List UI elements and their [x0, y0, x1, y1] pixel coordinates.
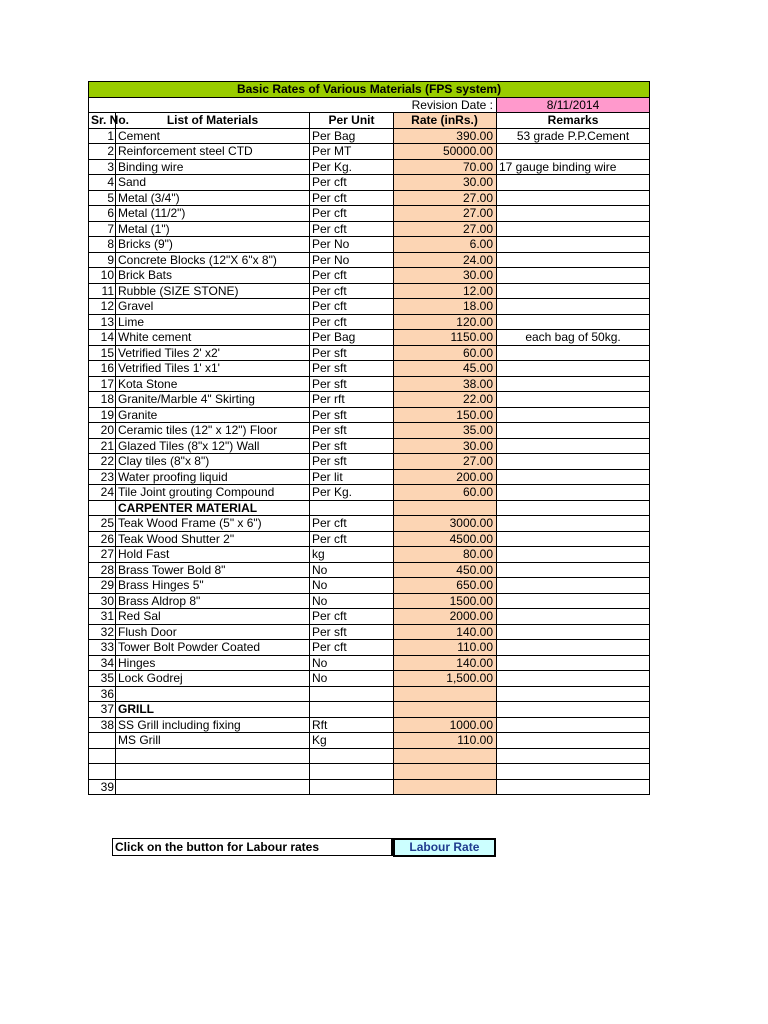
- row-rate[interactable]: 30.00: [394, 175, 497, 191]
- row-sr-no[interactable]: 29: [89, 578, 116, 594]
- row-material[interactable]: Granite/Marble 4" Skirting: [116, 392, 310, 408]
- materials-sheet: [88, 81, 649, 795]
- row-sr-no[interactable]: 26: [89, 531, 116, 547]
- row-material[interactable]: Rubble (SIZE STONE): [116, 283, 310, 299]
- row-unit[interactable]: [310, 702, 394, 718]
- row-unit[interactable]: Per cft: [310, 640, 394, 656]
- row-rate[interactable]: 450.00: [394, 562, 497, 578]
- row-material[interactable]: GRILL: [116, 702, 310, 718]
- row-rate[interactable]: 24.00: [394, 252, 497, 268]
- row-rate[interactable]: 4500.00: [394, 531, 497, 547]
- row-sr-no[interactable]: 5: [89, 190, 116, 206]
- row-remarks[interactable]: [497, 485, 650, 501]
- row-material[interactable]: Glazed Tiles (8"x 12") Wall: [116, 438, 310, 454]
- row-unit[interactable]: Rft: [310, 717, 394, 733]
- row-remarks[interactable]: each bag of 50kg.: [497, 330, 650, 346]
- table-row: [89, 175, 650, 191]
- row-rate[interactable]: 110.00: [394, 733, 497, 749]
- labour-rate-button[interactable]: Labour Rate: [393, 838, 496, 857]
- row-remarks[interactable]: 53 grade P.P.Cement: [497, 128, 650, 144]
- row-rate[interactable]: 6.00: [394, 237, 497, 253]
- row-remarks[interactable]: [497, 252, 650, 268]
- table-row: [89, 361, 650, 377]
- row-unit[interactable]: Per cft: [310, 314, 394, 330]
- row-remarks[interactable]: [497, 283, 650, 299]
- row-remarks[interactable]: [497, 376, 650, 392]
- table-row: [89, 268, 650, 284]
- row-unit[interactable]: Per Bag: [310, 128, 394, 144]
- row-rate[interactable]: 140.00: [394, 655, 497, 671]
- table-row: [89, 330, 650, 346]
- row-rate[interactable]: [394, 686, 497, 702]
- row-remarks[interactable]: [497, 221, 650, 237]
- table-row: [89, 314, 650, 330]
- row-remarks[interactable]: [497, 175, 650, 191]
- row-unit[interactable]: Per Kg.: [310, 485, 394, 501]
- row-unit[interactable]: [310, 779, 394, 795]
- row-rate[interactable]: 30.00: [394, 438, 497, 454]
- row-sr-no[interactable]: 36: [89, 686, 116, 702]
- row-sr-no[interactable]: 17: [89, 376, 116, 392]
- row-material[interactable]: Kota Stone: [116, 376, 310, 392]
- row-material[interactable]: Tile Joint grouting Compound: [116, 485, 310, 501]
- row-unit[interactable]: Per sft: [310, 407, 394, 423]
- row-remarks[interactable]: [497, 423, 650, 439]
- row-unit[interactable]: Per cft: [310, 609, 394, 625]
- row-sr-no[interactable]: [89, 500, 116, 516]
- row-unit[interactable]: Per sft: [310, 345, 394, 361]
- row-sr-no[interactable]: [89, 764, 116, 780]
- table-row: [89, 454, 650, 470]
- row-material[interactable]: Water proofing liquid: [116, 469, 310, 485]
- row-sr-no[interactable]: 21: [89, 438, 116, 454]
- row-material[interactable]: Teak Wood Frame (5" x 6"): [116, 516, 310, 532]
- row-remarks[interactable]: [497, 144, 650, 160]
- row-unit[interactable]: Per sft: [310, 624, 394, 640]
- header-sr-no: Sr. No.: [89, 113, 116, 129]
- row-rate[interactable]: 60.00: [394, 345, 497, 361]
- row-rate[interactable]: 150.00: [394, 407, 497, 423]
- row-rate[interactable]: 1150.00: [394, 330, 497, 346]
- revision-date[interactable]: 8/11/2014: [497, 97, 650, 113]
- row-rate[interactable]: 80.00: [394, 547, 497, 563]
- table-row: [89, 562, 650, 578]
- row-unit[interactable]: Per sft: [310, 454, 394, 470]
- row-unit[interactable]: Per sft: [310, 438, 394, 454]
- row-unit[interactable]: No: [310, 562, 394, 578]
- row-rate[interactable]: [394, 702, 497, 718]
- row-material[interactable]: Vetrified Tiles 1' x1': [116, 361, 310, 377]
- row-unit[interactable]: Per cft: [310, 206, 394, 222]
- row-remarks[interactable]: [497, 469, 650, 485]
- row-sr-no[interactable]: 33: [89, 640, 116, 656]
- row-sr-no[interactable]: 14: [89, 330, 116, 346]
- row-rate[interactable]: [394, 500, 497, 516]
- row-rate[interactable]: 140.00: [394, 624, 497, 640]
- row-sr-no[interactable]: 15: [89, 345, 116, 361]
- row-remarks[interactable]: [497, 686, 650, 702]
- row-remarks[interactable]: [497, 237, 650, 253]
- row-rate[interactable]: 27.00: [394, 221, 497, 237]
- table-row: [89, 764, 650, 780]
- row-sr-no[interactable]: 16: [89, 361, 116, 377]
- row-rate[interactable]: 18.00: [394, 299, 497, 315]
- table-row: [89, 686, 650, 702]
- header-row: [89, 113, 650, 129]
- row-rate[interactable]: 110.00: [394, 640, 497, 656]
- row-unit[interactable]: Per cft: [310, 516, 394, 532]
- row-unit[interactable]: Per Bag: [310, 330, 394, 346]
- row-unit[interactable]: No: [310, 578, 394, 594]
- revision-label: Revision Date :: [89, 97, 497, 113]
- row-unit[interactable]: Per cft: [310, 175, 394, 191]
- row-remarks[interactable]: [497, 438, 650, 454]
- row-sr-no[interactable]: 34: [89, 655, 116, 671]
- row-rate[interactable]: 3000.00: [394, 516, 497, 532]
- row-unit[interactable]: No: [310, 671, 394, 687]
- row-unit[interactable]: No: [310, 655, 394, 671]
- row-material[interactable]: Lime: [116, 314, 310, 330]
- row-material[interactable]: Brass Tower Bold 8": [116, 562, 310, 578]
- row-sr-no[interactable]: 12: [89, 299, 116, 315]
- row-unit[interactable]: Per sft: [310, 423, 394, 439]
- row-sr-no[interactable]: 13: [89, 314, 116, 330]
- table-row: [89, 190, 650, 206]
- header-unit: Per Unit: [310, 113, 394, 129]
- row-sr-no[interactable]: 11: [89, 283, 116, 299]
- row-rate[interactable]: 22.00: [394, 392, 497, 408]
- row-material[interactable]: White cement: [116, 330, 310, 346]
- row-material[interactable]: Flush Door: [116, 624, 310, 640]
- table-row: [89, 128, 650, 144]
- row-remarks[interactable]: [497, 407, 650, 423]
- table-row: [89, 593, 650, 609]
- row-remarks[interactable]: [497, 717, 650, 733]
- row-unit[interactable]: No: [310, 593, 394, 609]
- row-remarks[interactable]: [497, 671, 650, 687]
- row-remarks[interactable]: [497, 314, 650, 330]
- table-row: [89, 609, 650, 625]
- table-row: [89, 221, 650, 237]
- row-sr-no[interactable]: 31: [89, 609, 116, 625]
- table-row: [89, 655, 650, 671]
- table-row: [89, 392, 650, 408]
- table-row: [89, 469, 650, 485]
- row-unit[interactable]: [310, 686, 394, 702]
- row-rate[interactable]: [394, 764, 497, 780]
- row-material[interactable]: Red Sal: [116, 609, 310, 625]
- table-row: [89, 547, 650, 563]
- row-material[interactable]: Gravel: [116, 299, 310, 315]
- row-material[interactable]: [116, 748, 310, 764]
- row-remarks[interactable]: [497, 764, 650, 780]
- table-row: [89, 733, 650, 749]
- table-row: [89, 779, 650, 795]
- sheet-title: Basic Rates of Various Materials (FPS system): [89, 82, 650, 98]
- row-material[interactable]: Vetrified Tiles 2' x2': [116, 345, 310, 361]
- row-remarks[interactable]: [497, 748, 650, 764]
- table-row: [89, 376, 650, 392]
- row-unit[interactable]: Per cft: [310, 221, 394, 237]
- row-rate[interactable]: 50000.00: [394, 144, 497, 160]
- row-material[interactable]: Brass Hinges 5": [116, 578, 310, 594]
- row-remarks[interactable]: [497, 500, 650, 516]
- row-rate[interactable]: 120.00: [394, 314, 497, 330]
- row-material[interactable]: [116, 686, 310, 702]
- row-rate[interactable]: 1000.00: [394, 717, 497, 733]
- row-remarks[interactable]: [497, 392, 650, 408]
- row-remarks[interactable]: 17 gauge binding wire: [497, 159, 650, 175]
- row-rate[interactable]: 45.00: [394, 361, 497, 377]
- table-row: [89, 578, 650, 594]
- table-row: [89, 159, 650, 175]
- row-sr-no[interactable]: 24: [89, 485, 116, 501]
- row-sr-no[interactable]: 39: [89, 779, 116, 795]
- row-rate[interactable]: 27.00: [394, 190, 497, 206]
- row-sr-no[interactable]: 38: [89, 717, 116, 733]
- row-unit[interactable]: [310, 748, 394, 764]
- row-sr-no[interactable]: 25: [89, 516, 116, 532]
- table-row: [89, 283, 650, 299]
- row-sr-no[interactable]: 37: [89, 702, 116, 718]
- row-sr-no[interactable]: [89, 733, 116, 749]
- row-material[interactable]: Tower Bolt Powder Coated: [116, 640, 310, 656]
- row-remarks[interactable]: [497, 531, 650, 547]
- row-remarks[interactable]: [497, 779, 650, 795]
- table-row: [89, 748, 650, 764]
- table-row: [89, 717, 650, 733]
- table-row: [89, 671, 650, 687]
- row-sr-no[interactable]: 19: [89, 407, 116, 423]
- row-rate[interactable]: 12.00: [394, 283, 497, 299]
- table-row: [89, 345, 650, 361]
- row-unit[interactable]: Per No: [310, 252, 394, 268]
- row-remarks[interactable]: [497, 733, 650, 749]
- table-row: [89, 423, 650, 439]
- table-row: [89, 252, 650, 268]
- row-sr-no[interactable]: 8: [89, 237, 116, 253]
- revision-row: [89, 97, 650, 113]
- row-sr-no[interactable]: 7: [89, 221, 116, 237]
- row-unit[interactable]: Per lit: [310, 469, 394, 485]
- table-row: [89, 516, 650, 532]
- row-unit[interactable]: Kg: [310, 733, 394, 749]
- footer-bar: [112, 838, 496, 856]
- row-rate[interactable]: 1,500.00: [394, 671, 497, 687]
- table-row: [89, 640, 650, 656]
- row-remarks[interactable]: [497, 593, 650, 609]
- row-rate[interactable]: 30.00: [394, 268, 497, 284]
- row-unit[interactable]: Per sft: [310, 376, 394, 392]
- row-unit[interactable]: [310, 500, 394, 516]
- row-material[interactable]: Ceramic tiles (12" x 12") Floor: [116, 423, 310, 439]
- header-material: List of Materials: [116, 113, 310, 129]
- row-material[interactable]: Brick Bats: [116, 268, 310, 284]
- row-sr-no[interactable]: 6: [89, 206, 116, 222]
- row-sr-no[interactable]: 22: [89, 454, 116, 470]
- row-sr-no[interactable]: 10: [89, 268, 116, 284]
- row-rate[interactable]: [394, 779, 497, 795]
- row-sr-no[interactable]: 20: [89, 423, 116, 439]
- row-material[interactable]: Sand: [116, 175, 310, 191]
- row-unit[interactable]: Per rft: [310, 392, 394, 408]
- row-sr-no[interactable]: 23: [89, 469, 116, 485]
- row-remarks[interactable]: [497, 299, 650, 315]
- row-unit[interactable]: Per cft: [310, 283, 394, 299]
- row-remarks[interactable]: [497, 640, 650, 656]
- header-rate: Rate (inRs.): [394, 113, 497, 129]
- row-unit[interactable]: Per cft: [310, 299, 394, 315]
- row-unit[interactable]: Per cft: [310, 531, 394, 547]
- row-remarks[interactable]: [497, 516, 650, 532]
- row-sr-no[interactable]: [89, 748, 116, 764]
- row-rate[interactable]: 200.00: [394, 469, 497, 485]
- row-material[interactable]: MS Grill: [116, 733, 310, 749]
- row-material[interactable]: Teak Wood Shutter 2": [116, 531, 310, 547]
- row-rate[interactable]: 60.00: [394, 485, 497, 501]
- row-material[interactable]: Clay tiles (8"x 8"): [116, 454, 310, 470]
- table-row: [89, 702, 650, 718]
- row-remarks[interactable]: [497, 206, 650, 222]
- row-rate[interactable]: 1500.00: [394, 593, 497, 609]
- table-row: [89, 206, 650, 222]
- row-remarks[interactable]: [497, 361, 650, 377]
- table-row: [89, 407, 650, 423]
- row-material[interactable]: Binding wire: [116, 159, 310, 175]
- row-material[interactable]: [116, 779, 310, 795]
- row-sr-no[interactable]: 32: [89, 624, 116, 640]
- header-remarks: Remarks: [497, 113, 650, 129]
- table-row: [89, 299, 650, 315]
- row-material[interactable]: Hinges: [116, 655, 310, 671]
- row-unit[interactable]: Per cft: [310, 190, 394, 206]
- footer-instruction: Click on the button for Labour rates: [112, 838, 393, 856]
- row-material[interactable]: Brass Aldrop 8": [116, 593, 310, 609]
- row-unit[interactable]: [310, 764, 394, 780]
- table-row: [89, 438, 650, 454]
- row-sr-no[interactable]: 30: [89, 593, 116, 609]
- row-remarks[interactable]: [497, 345, 650, 361]
- row-remarks[interactable]: [497, 190, 650, 206]
- row-material[interactable]: SS Grill including fixing: [116, 717, 310, 733]
- row-remarks[interactable]: [497, 578, 650, 594]
- row-material[interactable]: Metal (1"): [116, 221, 310, 237]
- row-rate[interactable]: 390.00: [394, 128, 497, 144]
- row-rate[interactable]: 650.00: [394, 578, 497, 594]
- table-row: [89, 144, 650, 160]
- row-sr-no[interactable]: 4: [89, 175, 116, 191]
- row-sr-no[interactable]: 3: [89, 159, 116, 175]
- row-unit[interactable]: Per No: [310, 237, 394, 253]
- row-material[interactable]: Metal (3/4"): [116, 190, 310, 206]
- row-remarks[interactable]: [497, 268, 650, 284]
- row-remarks[interactable]: [497, 655, 650, 671]
- row-unit[interactable]: Per sft: [310, 361, 394, 377]
- row-rate[interactable]: 38.00: [394, 376, 497, 392]
- row-remarks[interactable]: [497, 454, 650, 470]
- row-sr-no[interactable]: 27: [89, 547, 116, 563]
- table-row: [89, 624, 650, 640]
- row-remarks[interactable]: [497, 702, 650, 718]
- row-material[interactable]: Concrete Blocks (12"X 6"x 8"): [116, 252, 310, 268]
- row-remarks[interactable]: [497, 562, 650, 578]
- table-row: [89, 531, 650, 547]
- title-row: [89, 82, 650, 98]
- row-remarks[interactable]: [497, 547, 650, 563]
- row-sr-no[interactable]: 9: [89, 252, 116, 268]
- row-material[interactable]: [116, 764, 310, 780]
- table-row: [89, 237, 650, 253]
- row-material[interactable]: Cement: [116, 128, 310, 144]
- row-remarks[interactable]: [497, 624, 650, 640]
- table-row: [89, 485, 650, 501]
- row-sr-no[interactable]: 1: [89, 128, 116, 144]
- row-material[interactable]: Bricks (9"): [116, 237, 310, 253]
- row-material[interactable]: Metal (11/2"): [116, 206, 310, 222]
- row-unit[interactable]: kg: [310, 547, 394, 563]
- row-sr-no[interactable]: 18: [89, 392, 116, 408]
- row-sr-no[interactable]: 35: [89, 671, 116, 687]
- row-remarks[interactable]: [497, 609, 650, 625]
- row-rate[interactable]: 2000.00: [394, 609, 497, 625]
- row-rate[interactable]: 35.00: [394, 423, 497, 439]
- row-rate[interactable]: 27.00: [394, 206, 497, 222]
- row-material[interactable]: Granite: [116, 407, 310, 423]
- row-sr-no[interactable]: 2: [89, 144, 116, 160]
- row-rate[interactable]: 27.00: [394, 454, 497, 470]
- materials-table: [88, 81, 650, 795]
- row-unit[interactable]: Per cft: [310, 268, 394, 284]
- table-row: [89, 500, 650, 516]
- row-rate[interactable]: 70.00: [394, 159, 497, 175]
- row-sr-no[interactable]: 28: [89, 562, 116, 578]
- row-rate[interactable]: [394, 748, 497, 764]
- row-material[interactable]: Hold Fast: [116, 547, 310, 563]
- row-material[interactable]: Reinforcement steel CTD: [116, 144, 310, 160]
- row-unit[interactable]: Per MT: [310, 144, 394, 160]
- row-material[interactable]: CARPENTER MATERIAL: [116, 500, 310, 516]
- row-unit[interactable]: Per Kg.: [310, 159, 394, 175]
- row-material[interactable]: Lock Godrej: [116, 671, 310, 687]
